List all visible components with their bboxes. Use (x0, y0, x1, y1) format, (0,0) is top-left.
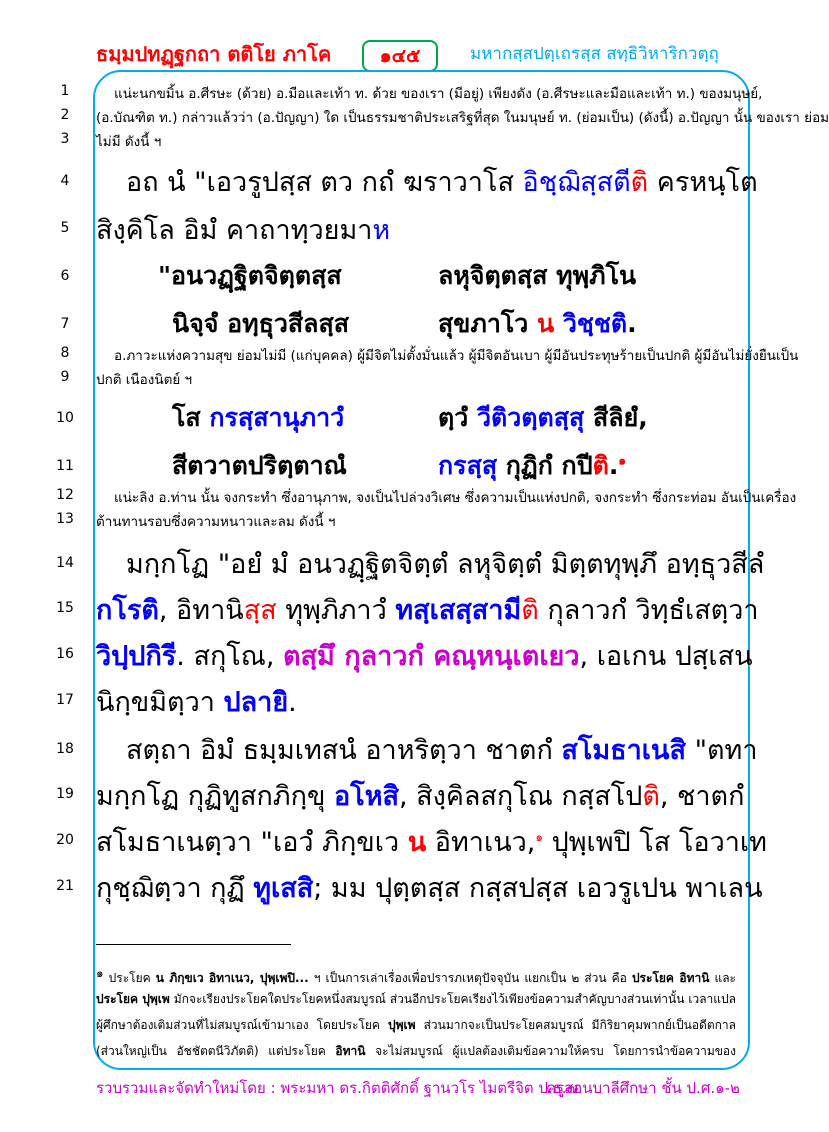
text-segment-blue: ห (372, 215, 391, 246)
footnote-line-3 (96, 1016, 736, 1035)
line-number: 16 (56, 646, 74, 662)
fn-segment: (ส่วนใหญ่เป็น อัชชัตตนีวิภัตติ) แต่ประโยค (96, 1044, 336, 1058)
footer-course: ครูสอนบาลีศึกษา ชั้น ป.ศ.๑-๒ (546, 1079, 740, 1097)
text-segment-blue: ทูเสสิ (253, 873, 314, 904)
verse-half-2 (438, 446, 626, 486)
line-text (96, 774, 745, 817)
text-segment-blue: กโรติ (96, 595, 159, 626)
footnote-mark: ๑ (96, 966, 104, 980)
text-segment: , อิทานิ (158, 595, 244, 626)
text-segment: , ชาตกํ (659, 781, 745, 812)
line-number: 8 (60, 345, 70, 361)
line-number: 12 (56, 487, 74, 503)
text-segment: . (608, 451, 619, 480)
text-segment-red: น (537, 309, 555, 338)
fn-segment: ส่วนมากจะเป็นประโยคสมบูรณ์ มีกิริยาคุมพากย์เป็นอดีตกาล (415, 1018, 736, 1032)
fn-segment: ฯ เป็นการเล่าเรื่องเพื่อปรารภเหตุปัจจุบัน แยกเป็น ๒ ส่วน คือ (308, 971, 632, 985)
verse-half-1: นิจฺจํ อทฺธุวสีลสฺส (172, 309, 349, 338)
line-number: 1 (60, 83, 70, 99)
text-segment: ; มม ปุตฺตสฺส กสฺสปสฺส เอวรูเปน พาเลน (313, 873, 763, 904)
text-segment-blue: วิปฺปกิรี (96, 641, 177, 672)
text-segment-blue: อิชฺฌิสฺสตี (522, 167, 631, 198)
line-number: 6 (60, 268, 70, 284)
text-segment: "ตทา (685, 735, 758, 766)
verse-half-1: "อนวฏฺฐิตจิตฺตสฺส (158, 261, 342, 290)
verse-half-2 (438, 398, 648, 438)
text-segment: นิกฺขมิตฺวา (96, 687, 224, 718)
line-number: 4 (60, 173, 70, 189)
text-segment: , เอเกน ปสฺเสน (579, 641, 753, 672)
line-number: 17 (56, 692, 74, 708)
text-segment: ปุพฺเพปิ โส โอวาเท (543, 827, 767, 858)
line-text (96, 634, 753, 677)
text-segment-blue: วีติวตฺตสฺสุ (476, 403, 585, 432)
text-segment-red: สฺส (243, 595, 277, 626)
footnote-marker: ๑ (618, 453, 626, 468)
footnote-line-2 (96, 990, 736, 1009)
verse-half-2: ลหุจิตฺตสฺส ทุพฺภิโน (438, 261, 637, 290)
header-book-title: ธมฺมปทฏฺฐกถา ตติโย ภาโค (96, 42, 332, 66)
header-page-number: ๑๔๕ (362, 40, 438, 72)
footnote-line-1 (96, 964, 736, 988)
fn-segment-bold: ประโยค อิทานิ (631, 971, 710, 985)
line-number: 13 (56, 511, 74, 527)
line-number: 20 (56, 832, 74, 848)
text-segment: สโมธาเนตฺวา "เอวํ ภิกฺขเว (96, 827, 408, 858)
text-segment: อิทาเนว, (426, 827, 536, 858)
line-text: แน่ะนกขมิ้น อ.ศีรษะ (ด้วย) อ.มือและเท้า ท. ด้วย ของเรา (มีอยู่) เพียงดัง (อ.ศีรษะและมือและเท้า ท.) ของมนุษย์, (114, 86, 763, 102)
text-segment: กุชฺฌิตฺวา กุฏึ (96, 873, 254, 904)
text-segment: . (288, 687, 297, 718)
line-number: 15 (56, 600, 74, 616)
line-number: 11 (56, 458, 74, 474)
text-segment: มกฺกโฏ กุฏิทูสกภิกฺขุ (96, 781, 334, 812)
text-segment-red: ติ (521, 595, 539, 626)
text-segment-blue: ทสฺเสสฺสามี (395, 595, 522, 626)
line-text: ไม่มี ดังนี้ ฯ (96, 134, 162, 150)
text-segment-blue: ปลายิ (223, 687, 289, 718)
footer-author: รวบรวมและจัดทำใหม่โดย : พระมหา ดร.กิตติศักดิ์ ฐานวโร ไมตรีจิต ป.ธ.๗ (96, 1079, 578, 1097)
text-segment-magenta: ตสฺมึ กุลาวกํ คณฺหนฺเตเยว (283, 641, 580, 672)
fn-segment-bold: ปุพฺเพ (388, 1018, 416, 1032)
footnote-line-4 (96, 1042, 736, 1061)
text-segment: สตฺถา อิมํ ธมฺมเทสนํ อาหริตฺวา ชาตกํ (126, 735, 562, 766)
line-number: 7 (60, 316, 70, 332)
line-number: 19 (56, 786, 74, 802)
text-segment: ตฺวํ (438, 403, 477, 432)
line-number: 18 (56, 741, 74, 757)
footnote-divider (96, 944, 291, 945)
fn-segment: มักจะเรียงประโยคใดประโยคหนึ่งสมบูรณ์ ส่วนอีกประโยคเรียงไว้เพียงข้อความสำคัญบางส่วนเท่านั้น เวลาแปล (169, 992, 736, 1006)
text-segment-blue: อโหสิ (334, 781, 399, 812)
fn-segment-bold: ประโยค ปุพฺเพ (96, 992, 170, 1006)
text-segment-red: ติ (630, 167, 649, 198)
text-segment: , สิงฺคิลสกุโณ กสฺสโป (399, 781, 643, 812)
text-segment-red: ติ (592, 451, 609, 480)
text-segment-blue: กรสฺสุ (438, 451, 498, 480)
verse-half-2 (438, 304, 637, 344)
text-segment: โส (172, 403, 210, 432)
line-text: แน่ะลิง อ.ท่าน นั้น จงกระทำ ซึ่งอานุภาพ, จงเป็นไปล่วงวิเศษ ซึ่งความเป็นแห่งปกติ, จงกระทำ ซึ่งกระท่อม อันเป็นเครื่อง (114, 490, 797, 506)
line-text: (อ.บัณฑิต ท.) กล่าวแล้วว่า (อ.ปัญญา) ใด เป็นธรรมชาติประเสริฐที่สุด ในมนุษย์ ท. (ย่อมเป็น) (ดังนี้) อ.ปัญญา นั้น ของเรา ย่อม (96, 110, 829, 126)
line-number: 5 (60, 220, 70, 236)
header-story-title: มหากสฺสปตฺเถรสฺส สทฺธิวิหาริกวตฺถุ (470, 44, 719, 64)
text-segment-red: ติ (642, 781, 660, 812)
line-number: 21 (56, 878, 74, 894)
line-text (96, 160, 758, 203)
line-text (96, 588, 759, 631)
text-segment: ทุพฺภิภาวํ (276, 595, 396, 626)
line-text: ปกติ เนืองนิตย์ ฯ (96, 372, 193, 388)
text-segment: กุลาวกํ วิทฺธํเสตฺวา (538, 595, 759, 626)
line-number: 10 (56, 410, 74, 426)
text-segment: กุฏิกํ กปี (497, 451, 593, 480)
text-segment-blue: สโมธาเนสิ (561, 735, 686, 766)
line-text: ต้านทานรอบซึ่งความหนาวและลม ดังนี้ ฯ (96, 514, 336, 530)
line-text: มกฺกโฏ "อยํ มํ อนวฏฺฐิตจิตฺตํ ลหุจิตฺตํ มิตฺตทุพฺภึ อทฺธุวสีลํ (126, 549, 765, 580)
line-text (96, 820, 767, 863)
fn-segment-bold: อิทานิ (335, 1044, 366, 1058)
line-text (96, 866, 763, 909)
line-number: 9 (60, 369, 70, 385)
line-text (96, 208, 732, 251)
fn-segment: ประโยค (103, 971, 156, 985)
text-segment: . (627, 309, 637, 338)
text-segment-blue: กรสฺสานุภาวํ (209, 403, 345, 432)
line-text (96, 680, 732, 723)
line-number: 2 (60, 107, 70, 123)
text-segment: สุขภาโว (438, 309, 538, 338)
line-number: 14 (56, 555, 74, 571)
text-segment-blue: วิชฺชติ (554, 309, 628, 338)
line-text (96, 728, 758, 771)
text-segment: ครหนฺโต (648, 167, 758, 198)
line-text: อ.ภาวะแห่งความสุข ย่อมไม่มี (แก่บุคคล) ผู้มีจิตไม่ตั้งมั่นแล้ว ผู้มีจิตอันเบา ผู้มีอันประทุษร้ายเป็นปกติ ผู้มีอันไม่ยั่งยืนเป็น (114, 348, 799, 364)
text-segment: สีลิยํ, (584, 403, 648, 432)
text-segment: . สกุโณ, (176, 641, 284, 672)
fn-segment: จะไม่สมบูรณ์ ผู้แปลต้องเติมข้อความให้ครบ โดยการนำข้อความของ (365, 1044, 736, 1058)
page-header (0, 0, 800, 80)
page-footer (96, 1076, 740, 1100)
footnote-marker: ๑ (535, 830, 544, 844)
text-segment-red: น (407, 827, 427, 858)
fn-segment: ผู้ศึกษาต้องเติมส่วนที่ไม่สมบูรณ์เข้ามาเอง โดยประโยค (96, 1018, 388, 1032)
fn-segment-bold: น ภิกฺขเว อิทาเนว, ปุพฺเพปิ... (155, 971, 309, 985)
text-segment: สิงฺคิโล อิมํ คาถาทฺวยมา (96, 215, 373, 246)
verse-half-1 (172, 398, 344, 438)
text-segment: อถ นํ "เอวรูปสฺส ตว กถํ ฆราวาโส (126, 167, 523, 198)
verse-half-1: สีตวาตปริตฺตาณํ (172, 451, 347, 480)
line-number: 3 (60, 131, 70, 147)
fn-segment: และ (709, 971, 736, 985)
